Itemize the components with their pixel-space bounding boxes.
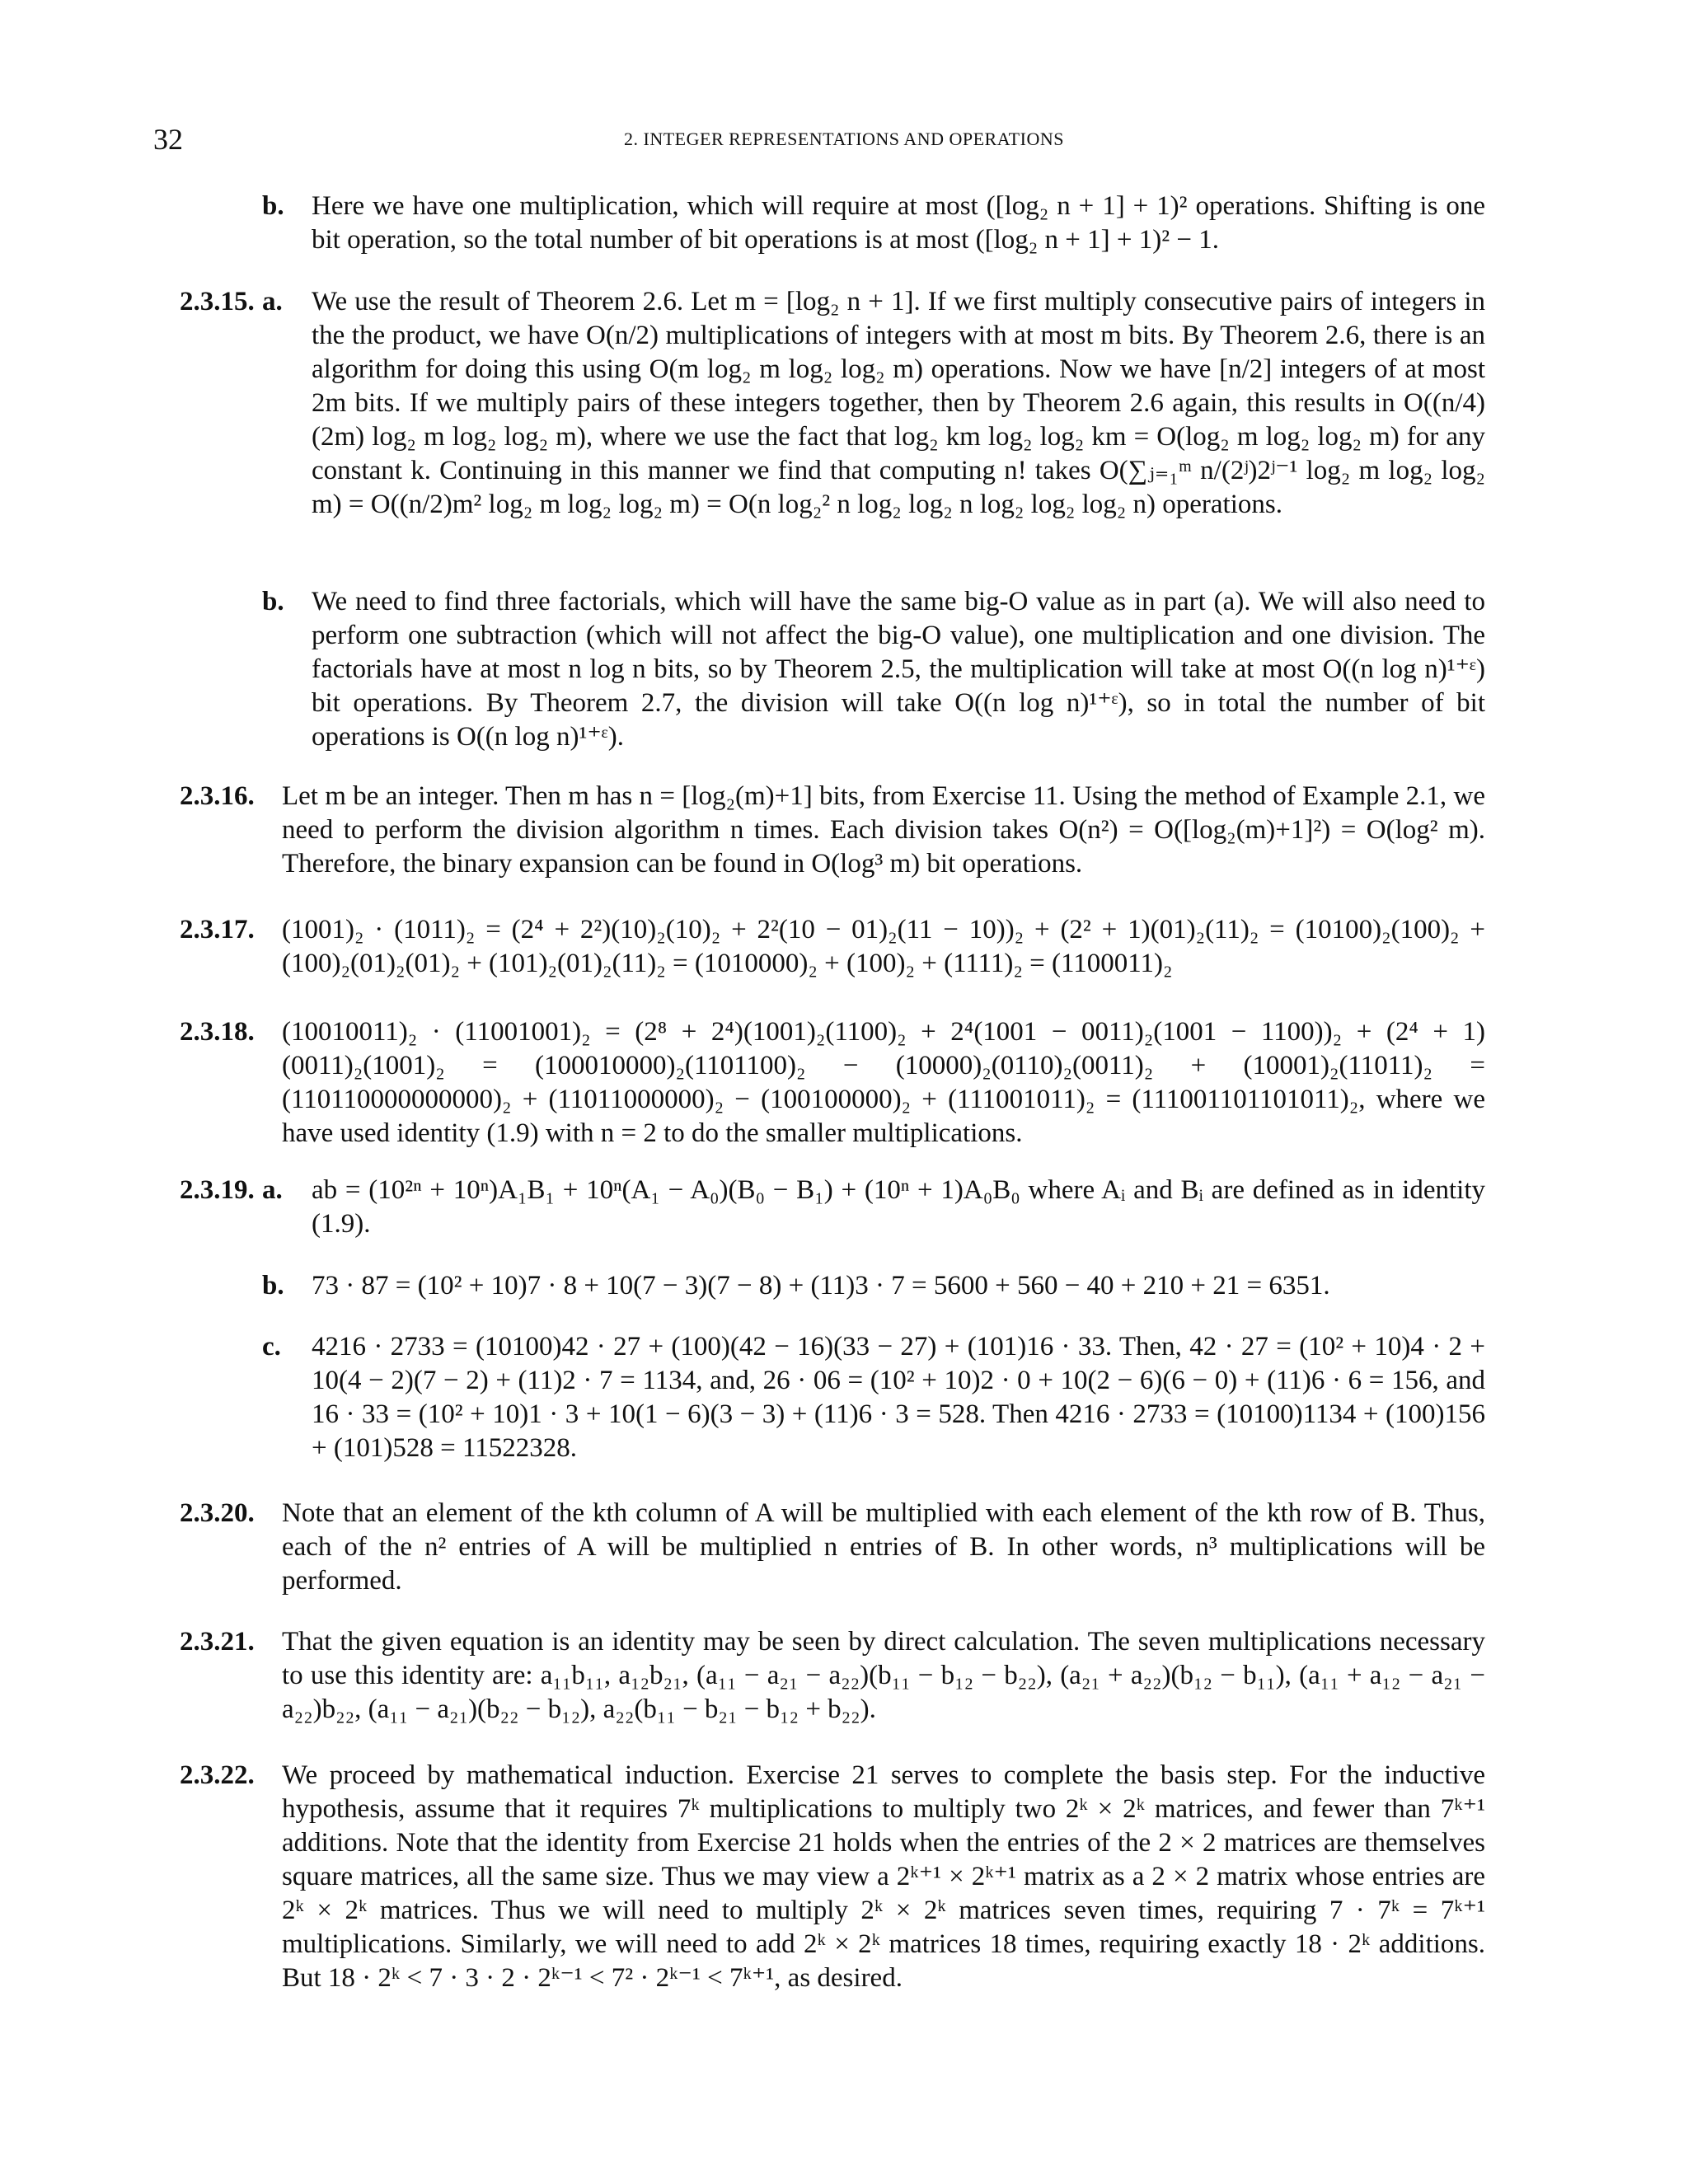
exercise-number-2316: 2.3.16. (180, 781, 255, 811)
exercise-number-2318: 2.3.18. (180, 1017, 255, 1047)
solution-2-3-16: Let m be an integer. Then m has n = [log₂(m)+1] bits, from Exercise 11. Using the method of Example 2.1, we need to perform the division algorithm n times. Each division takes O(n²) = O([log₂(m)+1]²) = O(log² m). Therefore, the binary expansion can be found in O(log³ m) bit operations. (282, 781, 1485, 879)
solution-2-3-14-b: Here we have one multiplication, which will require at most ([log₂ n + 1] + 1)² operations. Shifting is one bit operation, so the total number of bit operations is at most ([log₂ n + 1] + 1)² − 1. (312, 191, 1485, 255)
label-2319c: c. (262, 1332, 281, 1361)
solution-2-3-18: (10010011)₂ · (11001001)₂ = (2⁸ + 2⁴)(1001)₂(1100)₂ + 2⁴(1001 − 0011)₂(1001 − 1100))₂ + (2⁴ + 1)(0011)₂(1001)₂ = (100010000)₂(1101100)₂ − (10000)₂(0110)₂(0011)₂ + (10001)₂(11011)₂ = (110110000000000)₂ + (11011000000)₂ − (100100000)₂ + (111001011)₂ = (111001101101011)₂, where we have used identity (1.9) with n = 2 to do the smaller multiplications. (282, 1017, 1485, 1148)
solution-2-3-17: (1001)₂ · (1011)₂ = (2⁴ + 2²)(10)₂(10)₂ + 2²(10 − 01)₂(11 − 10))₂ + (2² + 1)(01)₂(11)₂ = (10100)₂(100)₂ + (100)₂(01)₂(01)₂ + (101)₂(01)₂(11)₂ = (1010000)₂ + (100)₂ + (1111)₂ = (1100011)₂ (282, 915, 1485, 978)
label-2315a: a. (262, 287, 283, 316)
exercise-number-2319: 2.3.19. (180, 1175, 255, 1205)
solution-2-3-15-b: We need to find three factorials, which will have the same big-O value as in part (a). We will also need to perform one subtraction (which will not affect the big-O value), one multiplication and one division. The factorials have at most n log n bits, so by Theorem 2.5, the multiplication will take at most O((n log n)¹⁺ᵋ) bit operations. By Theorem 2.7, the division will take O((n log n)¹⁺ᵋ), so in total the number of bit operations is O((n log n)¹⁺ᵋ). (312, 587, 1485, 752)
running-title: 2. INTEGER REPRESENTATIONS AND OPERATIONS (624, 129, 1064, 149)
label-2319a: a. (262, 1175, 283, 1205)
exercise-number-2321: 2.3.21. (180, 1627, 255, 1657)
label-2315b: b. (262, 587, 284, 616)
solution-2-3-15-a: We use the result of Theorem 2.6. Let m = [log₂ n + 1]. If we first multiply consecutive pairs of integers in the the product, we have O(n/2) multiplications of integers with at most m bits. By Theorem 2.6, there is an algorithm for doing this using O(m log₂ m log₂ log₂ m) operations. Now we have [n/2] integers of at most 2m bits. If we multiply pairs of these integers together, then by Theorem 2.6 again, this results in O((n/4)(2m) log₂ m log₂ log₂ m), where we use the fact that log₂ km log₂ log₂ km = O(log₂ m log₂ log₂ m) for any constant k. Continuing in this manner we find that computing n! takes O(∑ⱼ₌₁ᵐ n/(2ʲ)2ʲ⁻¹ log₂ m log₂ log₂ m) = O((n/2)m² log₂ m log₂ log₂ m) = O(n log₂² n log₂ log₂ n log₂ log₂ log₂ n) operations. (312, 287, 1485, 519)
exercise-number-2322: 2.3.22. (180, 1760, 255, 1790)
exercise-number-2317: 2.3.17. (180, 915, 255, 944)
solution-2-3-19-a: ab = (10²ⁿ + 10ⁿ)A₁B₁ + 10ⁿ(A₁ − A₀)(B₀ − B₁) + (10ⁿ + 1)A₀B₀ where Aᵢ and Bᵢ are defined as in identity (1.9). (312, 1175, 1485, 1239)
label-2319b: b. (262, 1271, 284, 1301)
solution-2-3-19-c: 4216 · 2733 = (10100)42 · 27 + (100)(42 − 16)(33 − 27) + (101)16 · 33. Then, 42 · 27 = (10² + 10)4 · 2 + 10(4 − 2)(7 − 2) + (11)2 · 7 = 1134, and, 26 · 06 = (10² + 10)2 · 0 + 10(2 − 6)(6 − 0) + (11)6 · 6 = 156, and 16 · 33 = (10² + 10)1 · 3 + 10(1 − 6)(3 − 3) + (11)6 · 3 = 528. Then 4216 · 2733 = (10100)1134 + (100)156 + (101)528 = 11522328. (312, 1332, 1485, 1463)
label-2314b: b. (262, 191, 284, 221)
solution-2-3-22: We proceed by mathematical induction. Exercise 21 serves to complete the basis step. For the inductive hypothesis, assume that it requires 7ᵏ multiplications to multiply two 2ᵏ × 2ᵏ matrices, and fewer than 7ᵏ⁺¹ additions. Note that the identity from Exercise 21 holds when the entries of the 2 × 2 matrices are themselves square matrices, all the same size. Thus we may view a 2ᵏ⁺¹ × 2ᵏ⁺¹ matrix as a 2 × 2 matrix whose entries are 2ᵏ × 2ᵏ matrices. Thus we will need to multiply 2ᵏ × 2ᵏ matrices seven times, requiring 7 · 7ᵏ = 7ᵏ⁺¹ multiplications. Similarly, we will need to add 2ᵏ × 2ᵏ matrices 18 times, requiring exactly 18 · 2ᵏ additions. But 18 · 2ᵏ < 7 · 3 · 2 · 2ᵏ⁻¹ < 7² · 2ᵏ⁻¹ < 7ᵏ⁺¹, as desired. (282, 1760, 1485, 1993)
exercise-number-2315: 2.3.15. (180, 287, 255, 316)
solution-2-3-19-b: 73 · 87 = (10² + 10)7 · 8 + 10(7 − 3)(7 − 8) + (11)3 · 7 = 5600 + 560 − 40 + 210 + 21 = 6351. (312, 1271, 1330, 1301)
solution-2-3-21: That the given equation is an identity may be seen by direct calculation. The seven multiplications necessary to use this identity are: a₁₁b₁₁, a₁₂b₂₁, (a₁₁ − a₂₁ − a₂₂)(b₁₁ − b₁₂ − b₂₂), (a₂₁ + a₂₂)(b₁₂ − b₁₁), (a₁₁ + a₁₂ − a₂₁ − a₂₂)b₂₂, (a₁₁ − a₂₁)(b₂₂ − b₁₂), a₂₂(b₁₁ − b₂₁ − b₁₂ + b₂₂). (282, 1627, 1485, 1724)
exercise-number-2320: 2.3.20. (180, 1498, 255, 1528)
solution-2-3-20: Note that an element of the kth column of A will be multiplied with each element of the kth row of B. Thus, each of the n² entries of A will be multiplied n entries of B. In other words, n³ multiplications will be performed. (282, 1498, 1485, 1596)
page-number: 32 (153, 123, 183, 156)
